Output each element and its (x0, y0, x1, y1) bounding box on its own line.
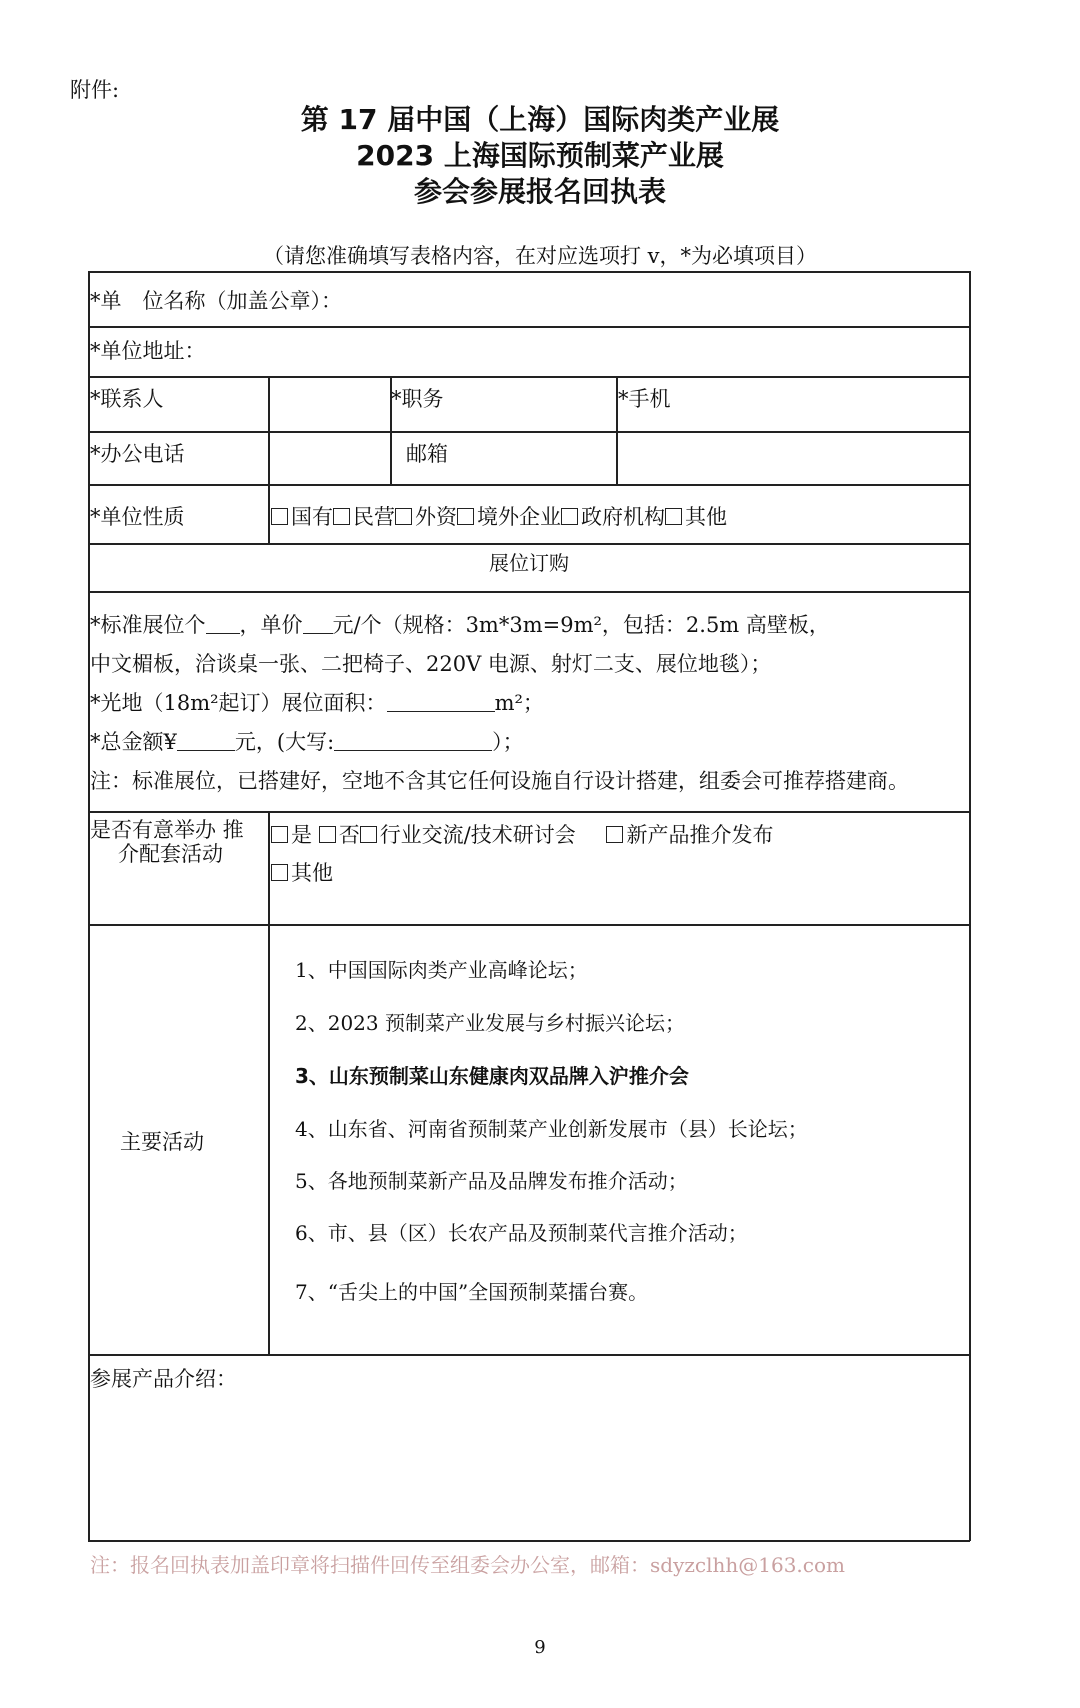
standard-booth-line1: *标准展位个 ，单价 元/个（规格：3m*3m=9m²，包括：2.5m 高壁板， (90, 613, 830, 637)
email-label: 邮箱 (406, 442, 448, 466)
raw-space-line: *光地（18m²起订）展位面积： m²； (90, 691, 544, 715)
checkbox-activity-other[interactable]: 其他 (271, 861, 333, 885)
booth-count-input[interactable] (206, 613, 240, 634)
booth-order-header: 展位订购 (489, 551, 569, 575)
office-phone-label: *办公电话 (90, 442, 185, 466)
unit-nature-label: *单位性质 (90, 505, 185, 529)
total-amount-words-input[interactable] (334, 730, 492, 751)
checkbox-state-owned[interactable]: 国有 (271, 505, 333, 529)
page-title-line3: 参会参展报名回执表 (413, 175, 666, 208)
raw-space-area-input[interactable] (387, 691, 495, 712)
standard-booth-line2: 中文楣板，洽谈桌一张、二把椅子、220V 电源、射灯二支、展位地毯）； (90, 652, 772, 676)
fill-instruction: （请您准确填写表格内容，在对应选项打 v，*为必填项目） (262, 244, 818, 268)
checkbox-foreign[interactable]: 外资 (395, 505, 457, 529)
unit-address-field[interactable]: *单位地址： (90, 339, 206, 363)
booth-note: 注：标准展位，已搭建好，空地不含其它任何设施自行设计搭建，组委会可推荐搭建商。 (90, 769, 909, 793)
activity-question-line1: 是否有意举办 推 (90, 818, 244, 842)
product-intro-field[interactable]: 参展产品介绍： (90, 1367, 237, 1391)
checkbox-yes[interactable]: 是 (271, 823, 312, 847)
attachment-label: 附件: (70, 78, 120, 102)
page-title-line1: 第 17 届中国（上海）国际肉类产业展 (300, 103, 780, 136)
checkbox-overseas[interactable]: 境外企业 (457, 505, 561, 529)
main-activities-label: 主要活动 (120, 1130, 204, 1154)
activity-item-7: 7、“舌尖上的中国”全国预制菜擂台赛。 (295, 1280, 649, 1304)
page-number: 9 (534, 1637, 546, 1658)
email-input[interactable] (618, 434, 968, 482)
activity-item-2: 2、2023 预制菜产业发展与乡村振兴论坛； (295, 1011, 685, 1035)
contact-label: *联系人 (90, 387, 164, 411)
total-amount-line: *总金额¥ 元，(大写: ）； (90, 730, 524, 754)
activity-item-1: 1、中国国际肉类产业高峰论坛； (295, 958, 588, 982)
total-amount-input[interactable] (177, 730, 235, 751)
activity-item-6: 6、市、县（区）长农产品及预制菜代言推介活动； (295, 1221, 748, 1245)
unit-nature-options (271, 501, 727, 531)
activity-options-line1 (271, 819, 773, 849)
position-label: *职务 (391, 387, 444, 411)
activity-item-3: 3、山东预制菜山东健康肉双品牌入沪推介会 (295, 1064, 689, 1088)
contact-input[interactable] (270, 379, 388, 429)
checkbox-no[interactable]: 否 (319, 823, 360, 847)
unit-price-input[interactable] (303, 613, 333, 634)
activity-item-4: 4、山东省、河南省预制菜产业创新发展市（县）长论坛； (295, 1117, 808, 1141)
mobile-label: *手机 (618, 387, 671, 411)
unit-name-field[interactable]: *单 位名称（加盖公章）： (90, 289, 342, 313)
checkbox-new-product-launch[interactable]: 新产品推介发布 (606, 823, 773, 847)
checkbox-other[interactable]: 其他 (665, 505, 727, 529)
activity-item-5: 5、各地预制菜新产品及品牌发布推介活动； (295, 1169, 688, 1193)
checkbox-government[interactable]: 政府机构 (561, 505, 665, 529)
registration-form-table (88, 271, 970, 1541)
activity-question-line2: 介配套活动 (118, 842, 223, 866)
footer-note: 注：报名回执表加盖印章将扫描件回传至组委会办公室，邮箱：sdyzclhh@163.com (90, 1553, 845, 1577)
page-title-line2: 2023 上海国际预制菜产业展 (356, 139, 724, 172)
checkbox-private[interactable]: 民营 (333, 505, 395, 529)
activity-options-line2 (271, 857, 333, 887)
checkbox-industry-exchange[interactable]: 行业交流/技术研讨会 (360, 823, 576, 847)
office-phone-input[interactable] (270, 434, 388, 482)
